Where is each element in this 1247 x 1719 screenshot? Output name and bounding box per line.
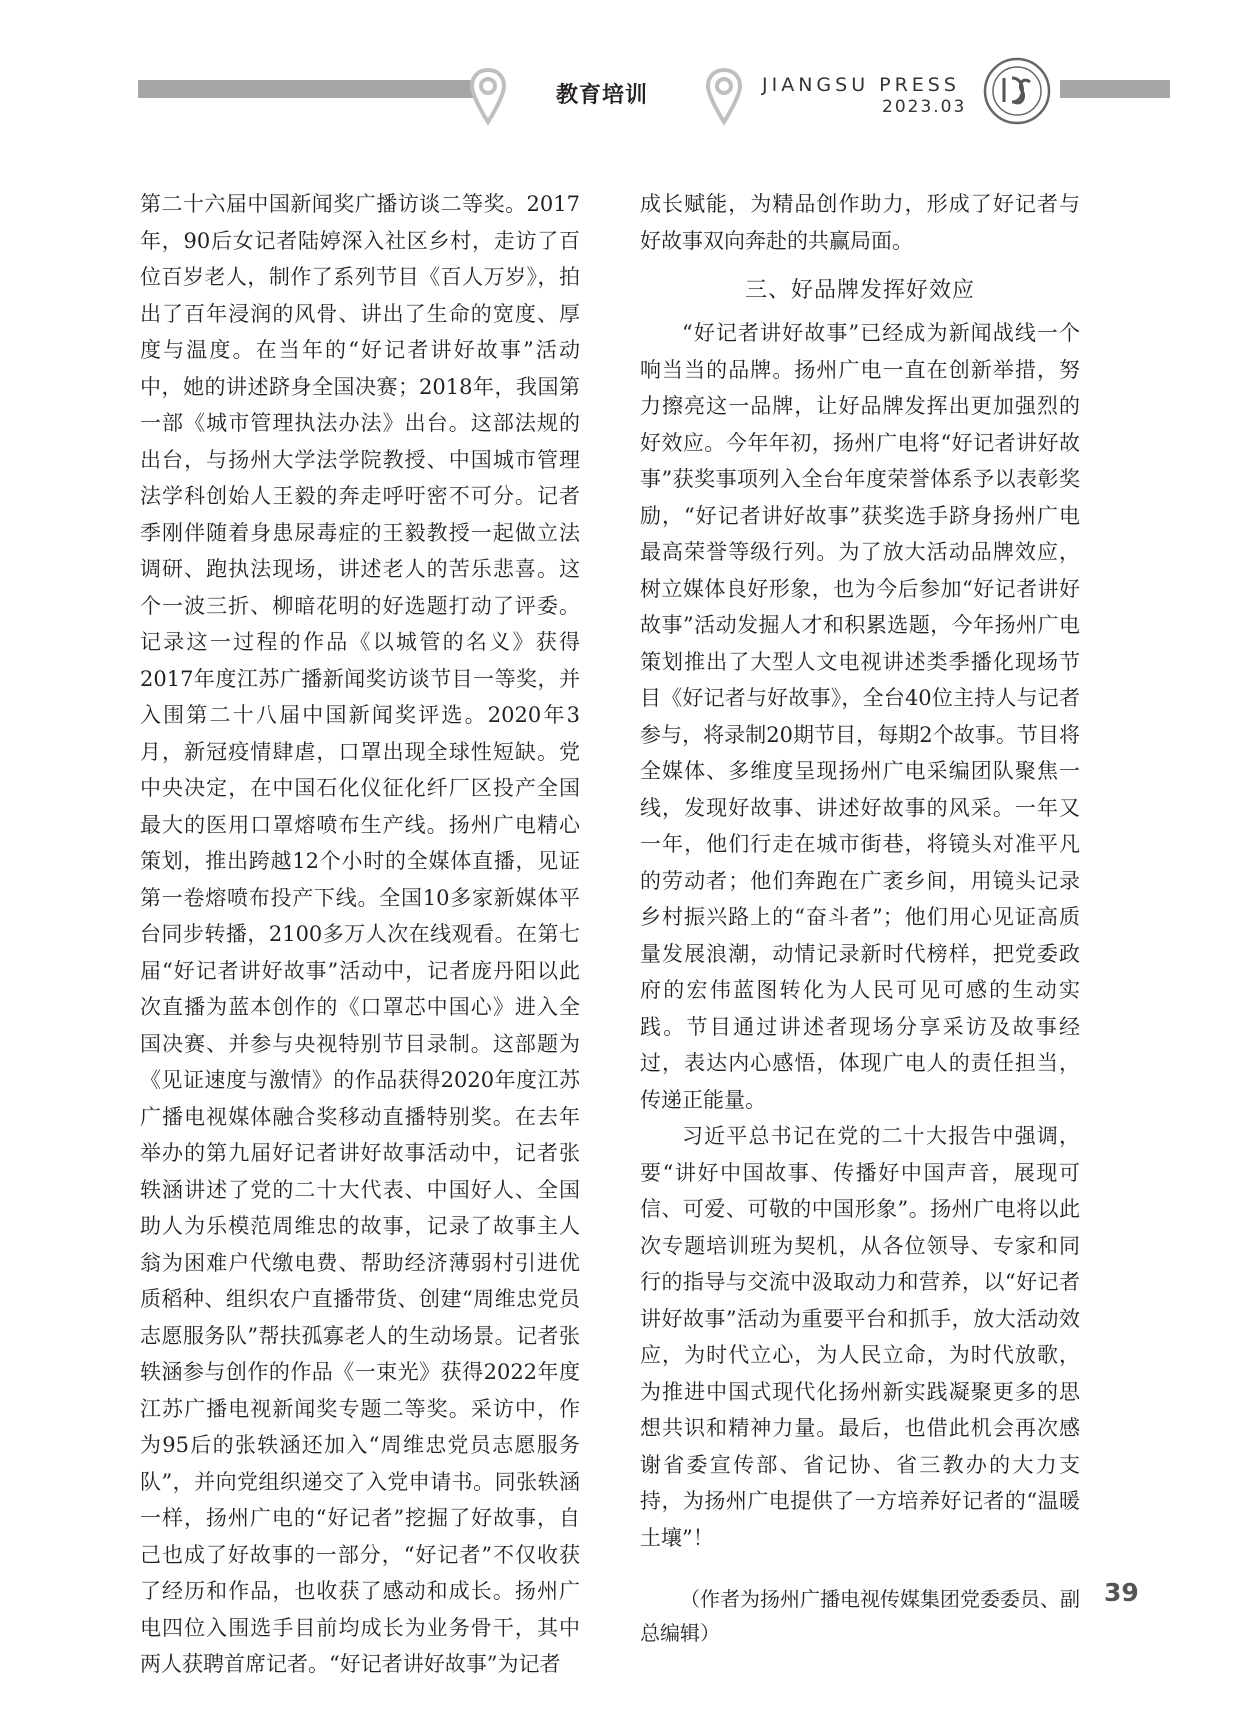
left-column bbox=[140, 186, 580, 1676]
author-byline: （作者为扬州广播电视传媒集团党委委员、副总编辑） bbox=[640, 1587, 1080, 1645]
body-paragraph: 第二十六届中国新闻奖广播访谈二等奖。2017年，90后女记者陆婷深入社区乡村，走访了百位百岁老人，制作了系列节目《百人万岁》，拍出了百年浸润的风骨、讲出了生命的宽度、厚度与温度。在当年的“好记者讲好故事”活动中，她的讲述跻身全国决赛；2018年，我国第一部《城市管理执法办法》出台。这部法规的出台，与扬州大学法学院教授、中国城市管理法学科创始人王毅的奔走呼吁密不可分。记者季刚伴随着身患尿毒症的王毅教授一起做立法调研、跑执法现场，讲述老人的苦乐悲喜。这个一波三折、柳暗花明的好选题打动了评委。记录这一过程的作品《以城管的名义》获得2017年度江苏广播新闻奖访谈节目一等奖，并入围第二十八届中国新闻奖评选。2020年3月，新冠疫情肆虐，口罩出现全球性短缺。党中央决定，在中国石化仪征化纤厂区投产全国最大的医用口罩熔喷布生产线。扬州广电精心策划，推出跨越12个小时的全媒体直播，见证第一卷熔喷布投产下线。全国10多家新媒体平台同步转播，2100多万人次在线观看。在第七届“好记者讲好故事”活动中，记者庞丹阳以此次直播为蓝本创作的《口罩芯中国心》进入全国决赛、并参与央视特别节目录制。这部题为《见证速度与激情》的作品获得2020年度江苏广播电视媒体融合奖移动直播特别奖。在去年举办的第九届好记者讲好故事活动中，记者张轶涵讲述了党的二十大代表、中国好人、全国助人为乐模范周维忠的故事，记录了故事主人翁为困难户代缴电费、帮助经济薄弱村引进优质稻种、组织农户直播带货、创建“周维忠党员志愿服务队”帮扶孤寡老人的生动场景。记者张轶涵参与创作的作品《一束光》获得2022年度江苏广播电视新闻奖专题二等奖。采访中，作为95后的张轶涵还加入“周维忠党员志愿服务队”，并向党组织递交了入党申请书。同张轶涵一样，扬州广电的“好记者”挖掘了好故事，自己也成了好故事的一部分，“好记者”不仅收获了经历和作品，也收获了感动和成长。扬州广电四位入围选手目前均成长为业务骨干，其中两人获聘首席记者。“好记者讲好故事”为记者 bbox=[140, 192, 580, 1676]
body-paragraph: 习近平总书记在党的二十大报告中强调，要“讲好中国故事、传播好中国声音，展现可信、可爱、可敬的中国形象”。扬州广电将以此次专题培训班为契机，从各位领导、专家和同行的指导与交流中汲取动力和营养，以“好记者讲好故事”活动为重要平台和抓手，放大活动效应，为时代立心，为人民立命，为时代放歌，为推进中国式现代化扬州新实践凝聚更多的思想共识和精神力量。最后，也借此机会再次感谢省委宣传部、省记协、省三教办的大力支持，为扬州广电提供了一方培养好记者的“温暖土壤”！ bbox=[640, 1124, 1080, 1550]
magazine-name: JIANGSU PRESS bbox=[762, 74, 960, 96]
location-pin-icon bbox=[468, 66, 508, 126]
issue-number: 2023.03 bbox=[882, 97, 967, 117]
right-column bbox=[640, 186, 1080, 1650]
location-pin-icon bbox=[704, 66, 744, 126]
header-bar-right bbox=[1060, 80, 1170, 98]
header-bar-left bbox=[138, 80, 488, 98]
section-title: 教育培训 bbox=[556, 83, 649, 108]
page-number: 39 bbox=[1104, 1578, 1139, 1607]
journal-seal-icon bbox=[982, 56, 1052, 126]
body-paragraph: “好记者讲好故事”已经成为新闻战线一个响当当的品牌。扬州广电一直在创新举措，努力擦亮这一品牌，让好品牌发挥出更加强烈的好效应。今年年初，扬州广电将“好记者讲好故事”获奖事项列入全台年度荣誉体系予以表彰奖励，“好记者讲好故事”获奖选手跻身扬州广电最高荣誉等级行列。为了放大活动品牌效应，树立媒体良好形象，也为今后参加“好记者讲好故事”活动发掘人才和积累选题，今年扬州广电策划推出了大型人文电视讲述类季播化现场节目《好记者与好故事》，全台40位主持人与记者参与，将录制20期节目，每期2个故事。节目将全媒体、多维度呈现扬州广电采编团队聚焦一线，发现好故事、讲述好故事的风采。一年又一年，他们行走在城市街巷，将镜头对准平凡的劳动者；他们奔跑在广袤乡间，用镜头记录乡村振兴路上的“奋斗者”；他们用心见证高质量发展浪潮，动情记录新时代榜样，把党委政府的宏伟蓝图转化为人民可见可感的生动实践。节目通过讲述者现场分享采访及故事经过，表达内心感悟，体现广电人的责任担当，传递正能量。 bbox=[640, 321, 1080, 1112]
body-paragraph-continuation: 成长赋能，为精品创作助力，形成了好记者与好故事双向奔赴的共赢局面。 bbox=[640, 192, 1080, 253]
section-subheading: 三、好品牌发挥好效应 bbox=[744, 278, 975, 303]
